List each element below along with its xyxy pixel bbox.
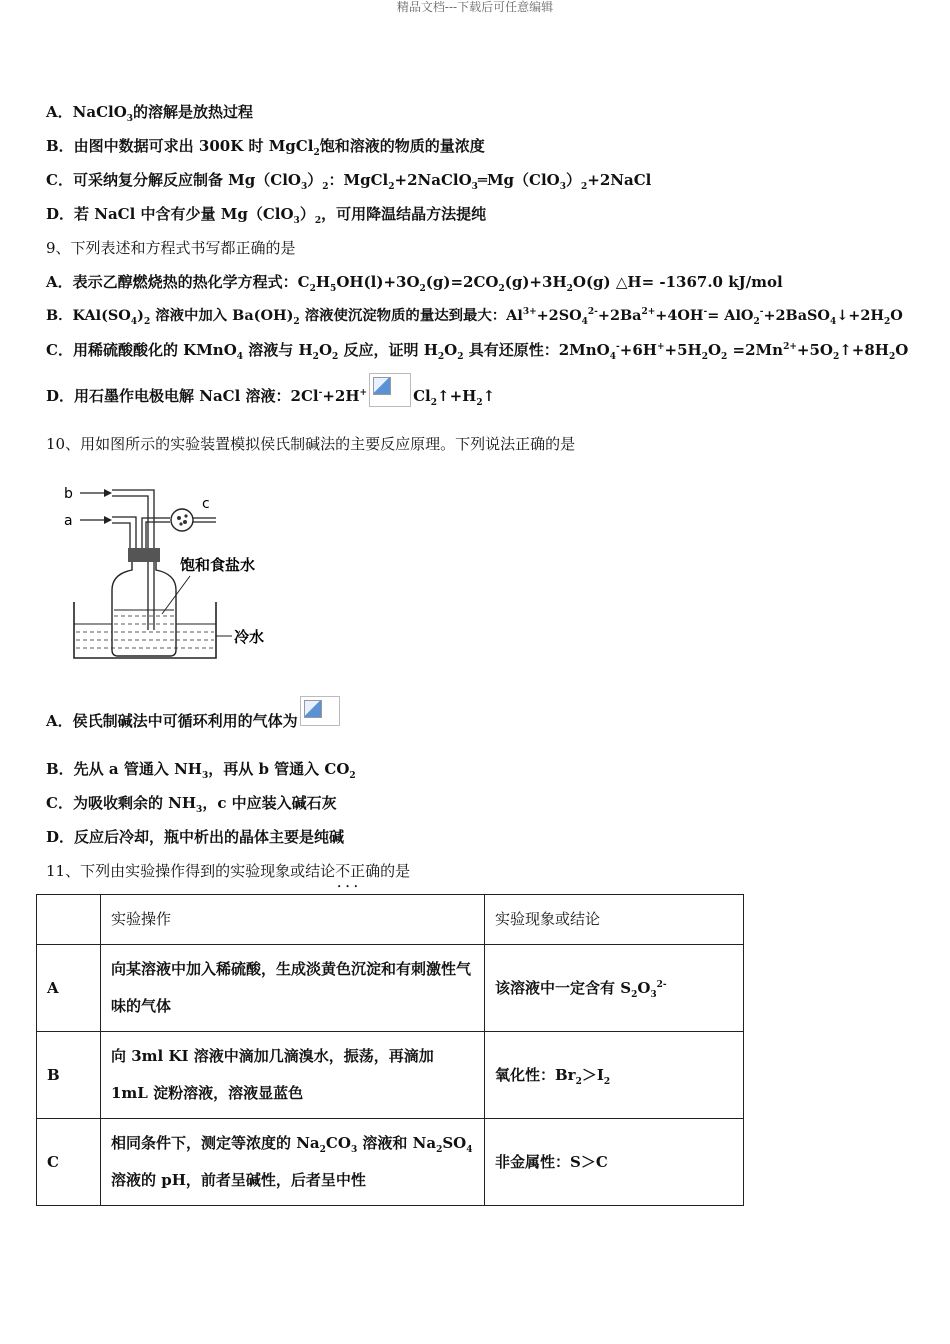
row-label: A [37,945,101,1032]
label-brine: 饱和食盐水 [180,556,256,574]
table-row [37,1119,744,1206]
table-header-cell [37,895,101,945]
label-cold-water: 冷水 [234,628,265,646]
q10-option-b: B．先从 a 管通入 $NH_3$，再从 b 管通入 $CO_2$ [46,760,356,781]
label-c: c [202,496,210,512]
row-operation: 向 3ml KI 溶液中滴加几滴溴水，振荡，再滴加 1mL 淀粉溶液，溶液显蓝色 [101,1032,485,1119]
table-header-cell: 实验操作 [101,895,485,945]
table-header-cell: 实验现象或结论 [485,895,744,945]
row-result: 该溶液中一定含有 $S_2O_3^{2-}$ [485,945,744,1032]
q10-option-a: A．侯氏制碱法中可循环利用的气体为 [46,702,342,740]
q10-option-d: D．反应后冷却，瓶中析出的晶体主要是纯碱 [46,828,345,846]
table-row [37,1032,744,1119]
label-b: b [64,486,73,502]
row-result: 非金属性：S＞C [485,1119,744,1206]
q8-option-d: D．若 NaCl 中含有少量 $Mg(ClO_3)_2$，可用降温结晶方法提纯 [46,205,487,226]
apparatus-diagram [60,480,300,670]
table-header-row [37,895,744,945]
page-header: 精品文档---下载后可任意编辑 [396,0,554,14]
row-label: C [37,1119,101,1206]
experiment-table [36,894,744,1206]
q8-option-c: C．可采纳复分解反应制备 $Mg(ClO_3)_2$：$MgCl_2+2NaClO_3═Mg(ClO_3)_2+2NaCl$ [46,171,652,192]
row-label: B [37,1032,101,1119]
table-row [37,945,744,1032]
q11-stem: 11、下列由实验操作得到的实验现象或结论不正确 • • •的是 [46,861,410,881]
q9-option-a: A．表示乙醇燃烧热的热化学方程式：$C_2H_5OH(l)+3O_2(g)=2CO_2(g)+3H_2O(g)$ △H= -1367.0 kJ/mol [46,273,783,294]
row-result: 氧化性：$Br_2>I_2$ [485,1032,744,1119]
q9-option-c: C．用稀硫酸酸化的 KMnO$_4$ 溶液与 $H_2O_2$ 反应，证明 $H_2O_2$ 具有还原性：$2MnO_4^-+6H^++5H_2O_2$ $=2Mn^{2+}+5O_2↑+8H_2O$ [46,341,909,362]
q9-stem: 9、下列表述和方程式书写都正确的是 [46,239,296,257]
broken-image-icon [369,373,411,407]
q10-option-c: C．为吸收剩余的 $NH_3$，c 中应装入碱石灰 [46,794,337,815]
row-operation: 相同条件下，测定等浓度的 $Na_2CO_3$ 溶液和 $Na_2SO_4$ 溶液的 pH，前者呈碱性，后者呈中性 [101,1119,485,1206]
row-operation: 向某溶液中加入稀硫酸，生成淡黄色沉淀和有刺激性气味的气体 [101,945,485,1032]
broken-image-icon [300,696,340,726]
label-a: a [64,513,73,529]
q9-option-d: D．用石墨作电极电解 NaCl 溶液：2Cl-+2H+ $Cl_2↑+H_2↑$ [46,381,495,411]
emphasis-dots: 不正确 • • • [335,862,380,880]
q9-option-b: B．$KAl(SO_4)_2$ 溶液中加入 $Ba(OH)_2$ 溶液使沉淀物质的量达到最大：$Al^{3+}+2SO_4^{2-}+2Ba^{2+}+4OH^-=$ $AlO_2^-+2BaSO_4↓+2H_2O$ [46,307,903,327]
q8-option-b: B．由图中数据可求出 300K 时 MgCl$_2$饱和溶液的物质的量浓度 [46,137,485,158]
q10-stem: 10、用如图所示的实验装置模拟侯氏制碱法的主要反应原理。下列说法正确的是 [46,435,576,453]
q8-option-a: A．NaClO$_3$的溶解是放热过程 [46,103,254,124]
